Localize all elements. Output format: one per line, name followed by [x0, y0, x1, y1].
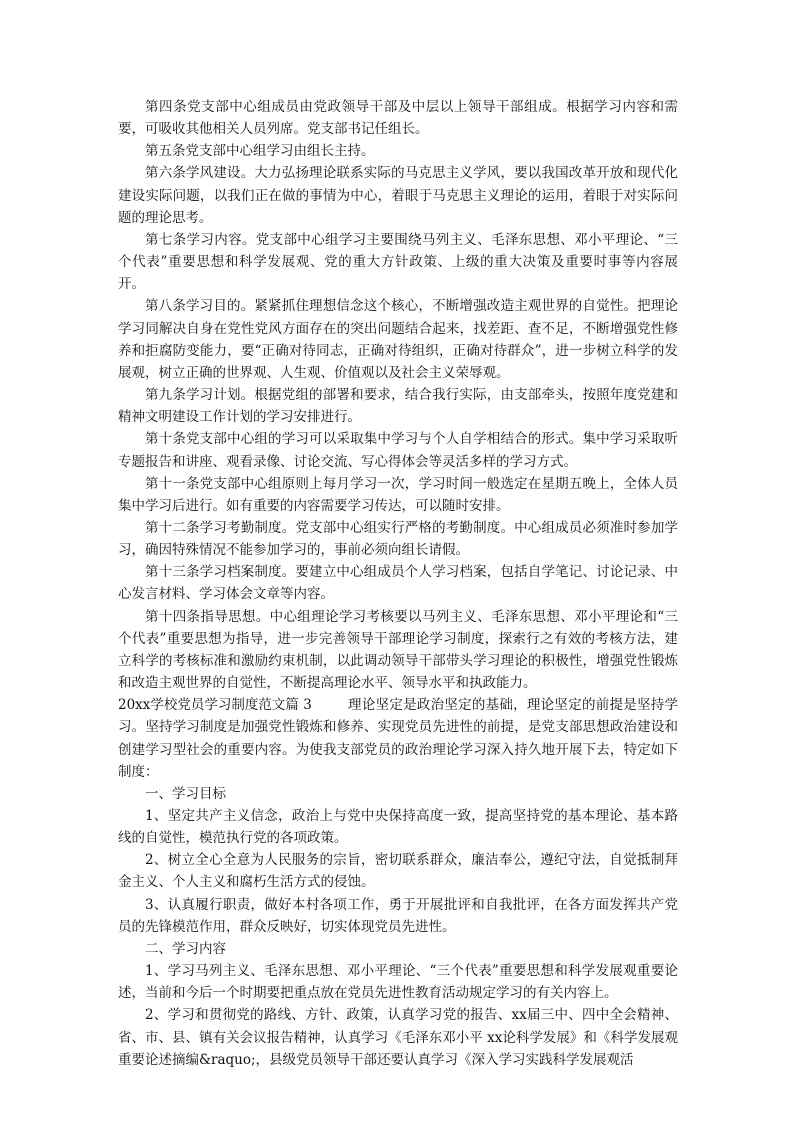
paragraph-article-11: 第十一条党支部中心组原则上每月学习一次，学习时间一般选定在星期五晚上，全体人员集中学习后进行。如有重要的内容需要学习传达，可以随时安排。	[118, 475, 678, 514]
goal-item-2: 2、树立全心全意为人民服务的宗旨，密切联系群众，廉洁奉公，遵纪守法，自觉抵制拜金主义、个人主义和腐朽生活方式的侵蚀。	[118, 852, 678, 891]
paragraph-article-9: 第九条学习计划。根据党组的部署和要求，结合我行实际，由支部牵头，按照年度党建和精神文明建设工作计划的学习安排进行。	[118, 387, 678, 426]
paragraph-article-8: 第八条学习目的。紧紧抓住理想信念这个核心，不断增强改造主观世界的自觉性。把理论学习同解决自身在党性党风方面存在的突出问题结合起来，找差距、查不足，不断增强党性修养和拒腐防变能力，要“正确对待同志，正确对待组织，正确对待群众”，进一步树立科学的发展观，树立正确的世界观、人生观、价值观以及社会主义荣辱观。	[118, 298, 678, 381]
paragraph-article-13: 第十三条学习档案制度。要建立中心组成员个人学习档案，包括自学笔记、讨论记录、中心发言材料、学习体会文章等内容。	[118, 564, 678, 603]
paragraph-article-14: 第十四条指导思想。中心组理论学习考核要以马列主义、毛泽东思想、邓小平理论和“三个代表”重要思想为指导，进一步完善领导干部理论学习制度，探索行之有效的考核方法，建立科学的考核标准和激励约束机制，以此调动领导干部带头学习理论的积极性，增强党性锻炼和改造主观世界的自觉性，不断提高理论水平、领导水平和执政能力。	[118, 608, 678, 692]
paragraph-article-10: 第十条党支部中心组的学习可以采取集中学习与个人自学相结合的形式。集中学习采取听专题报告和讲座、观看录像、讨论交流、写心得体会等灵活多样的学习方式。	[118, 431, 678, 470]
paragraph-article-4: 第四条党支部中心组成员由党政领导干部及中层以上领导干部组成。根据学习内容和需要，可吸收其他相关人员列席。党支部书记任组长。	[118, 99, 678, 138]
section-intro-paragraph	[118, 694, 678, 783]
content-item-2: 2、学习和贯彻党的路线、方针、政策，认真学习党的报告、xx届三中、四中全会精神、省、市、县、镇有关会议报告精神，认真学习《毛泽东邓小平 xx论科学发展》和《科学发展观重要论述摘编&raquo;，县级党员领导干部还要认真学习《深入学习实践科学发展观活	[118, 1007, 678, 1068]
goal-item-1: 1、坚定共产主义信念，政治上与党中央保持高度一致，提高坚持党的基本理论、基本路线的自觉性，模范执行党的各项政策。	[118, 808, 678, 847]
content-item-1: 1、学习马列主义、毛泽东思想、邓小平理论、“三个代表”重要思想和科学发展观重要论述，当前和今后一个时期要把重点放在党员先进性教育活动规定学习的有关内容上。	[118, 963, 678, 1002]
section-heading: 20xx学校党员学习制度范文篇 3	[118, 697, 312, 714]
goal-item-3: 3、认真履行职责，做好本村各项工作，勇于开展批评和自我批评，在各方面发挥共产党员的先锋模范作用，群众反映好，切实体现党员先进性。	[118, 896, 678, 935]
paragraph-article-12: 第十二条学习考勤制度。党支部中心组实行严格的考勤制度。中心组成员必须准时参加学习，确因特殊情况不能参加学习的，事前必须向组长请假。	[118, 519, 678, 559]
heading-study-goals: 一、学习目标	[145, 785, 226, 802]
section-intro-text: 理论坚定是政治坚定的基础，理论坚定的前提是坚持学习。坚持学习制度是加强党性锻炼和修养、实现党员先进性的前提，是党支部思想政治建设和创建学习型社会的重要内容。为使我支部党员的政治理论学习深入持久地开展下去，特定如下制度：	[118, 697, 678, 780]
paragraph-article-6: 第六条学风建设。大力弘扬理论联系实际的马克思主义学风，要以我国改革开放和现代化建设实际问题，以我们正在做的事情为中心，着眼于马克思主义理论的运用，着眼于对实际问题的理论思考。	[118, 165, 678, 226]
heading-study-content: 二、学习内容	[145, 940, 226, 957]
document-body	[118, 96, 678, 1071]
paragraph-article-7: 第七条学习内容。党支部中心组学习主要围绕马列主义、毛泽东思想、邓小平理论、“三个代表”重要思想和科学发展观、党的重大方针政策、上级的重大决策及重要时事等内容展开。	[118, 231, 678, 293]
paragraph-article-5: 第五条党支部中心组学习由组长主持。	[145, 143, 375, 160]
